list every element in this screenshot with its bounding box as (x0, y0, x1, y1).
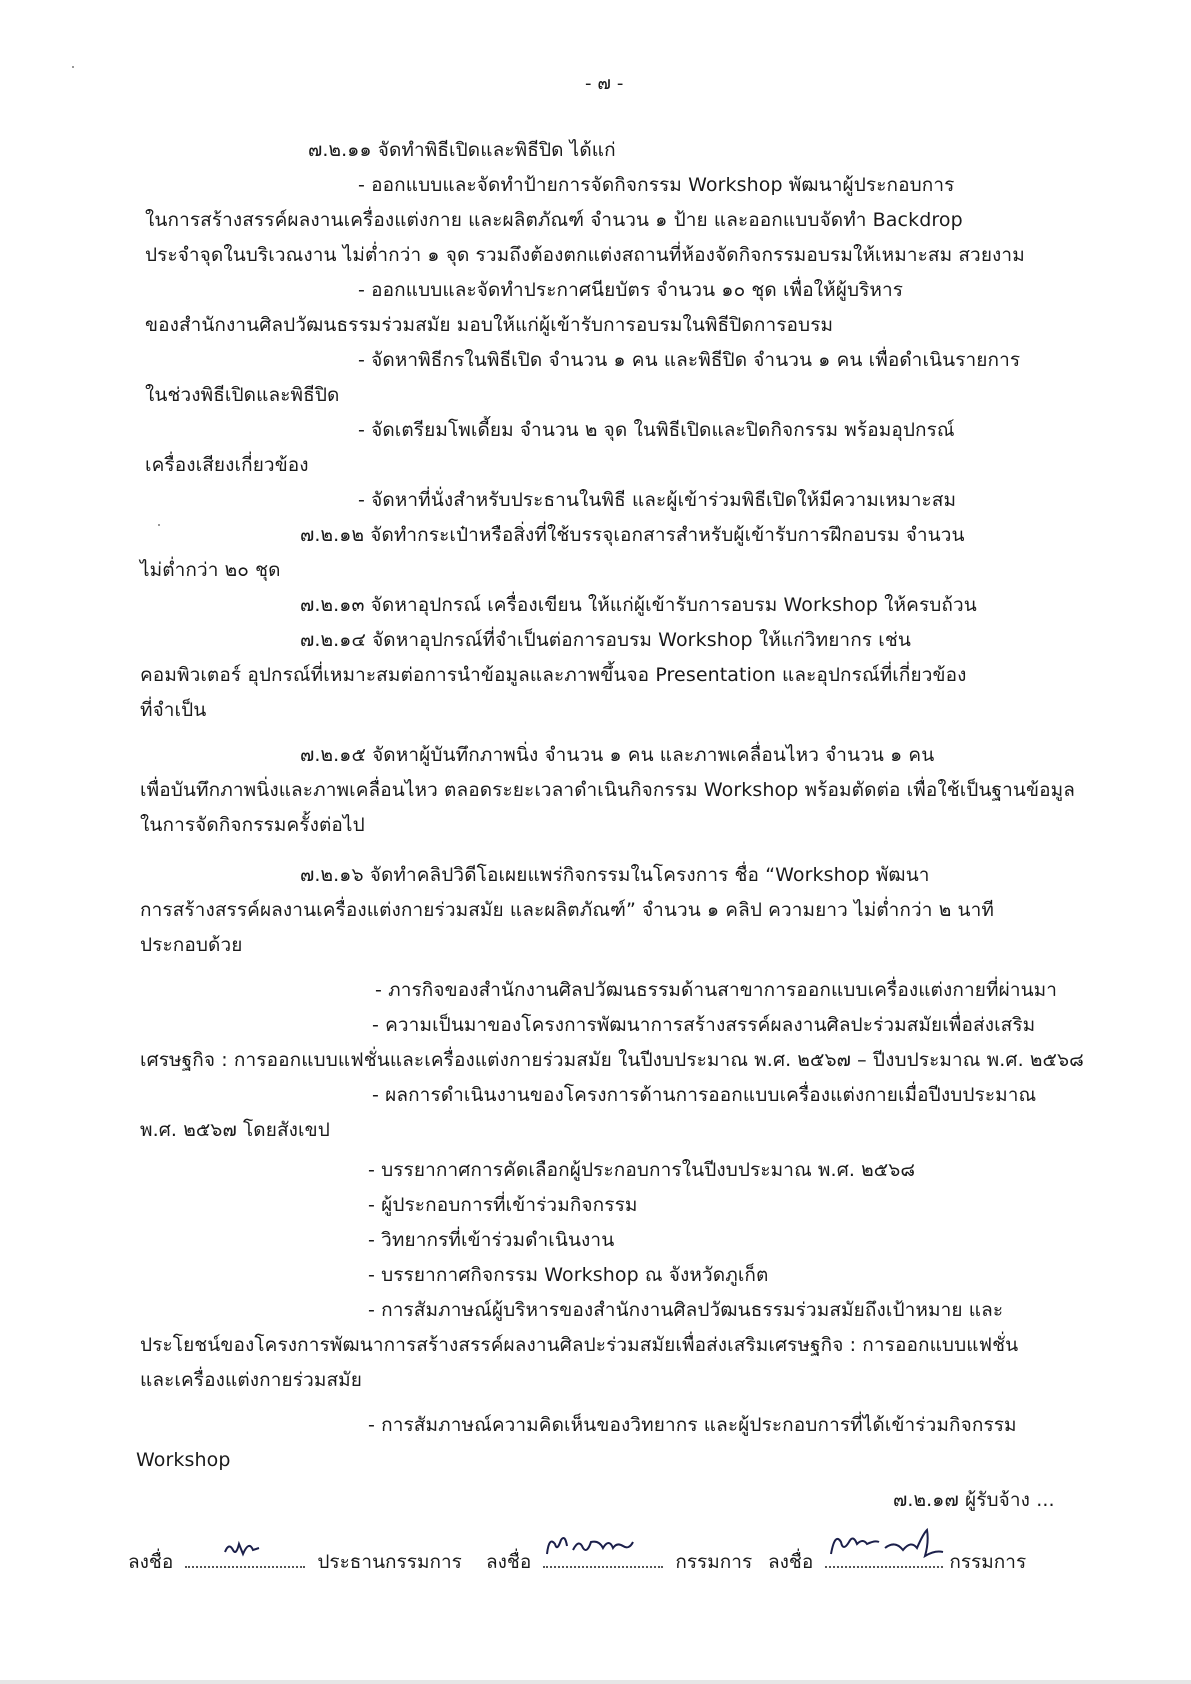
text-line: - ความเป็นมาของโครงการพัฒนาการสร้างสรรค์ผลงานศิลปะร่วมสมัยเพื่อส่งเสริม (372, 1014, 1036, 1036)
text-line: - การสัมภาษณ์ผู้บริหารของสำนักงานศิลปวัฒนธรรมร่วมสมัยถึงเป้าหมาย และ (368, 1299, 1004, 1321)
section-7-2-12: ๗.๒.๑๒ จัดทำกระเป๋าหรือสิ่งที่ใช้บรรจุเอกสารสำหรับผู้เข้ารับการฝึกอบรม จำนวน (300, 524, 965, 546)
section-7-2-15: ๗.๒.๑๕ จัดหาผู้บันทึกภาพนิ่ง จำนวน ๑ คน และภาพเคลื่อนไหว จำนวน ๑ คน (300, 744, 935, 766)
signature-line (825, 1548, 943, 1568)
signature-label: ลงชื่อ (128, 1551, 174, 1573)
signature-role: กรรมการ (949, 1551, 1027, 1573)
text-line: ในการสร้างสรรค์ผลงานเครื่องแต่งกาย และผลิตภัณฑ์ จำนวน ๑ ป้าย และออกแบบจัดทำ Backdrop (145, 209, 963, 231)
signature-block-member-1 (486, 1548, 752, 1576)
text-line: พ.ศ. ๒๕๖๗ โดยสังเขป (140, 1119, 330, 1141)
text-line: - ภารกิจของสำนักงานศิลปวัฒนธรรมด้านสาขาการออกแบบเครื่องแต่งกายที่ผ่านมา (375, 979, 1058, 1001)
text-line: - วิทยากรที่เข้าร่วมดำเนินงาน (368, 1229, 615, 1251)
signature-row (128, 1548, 1088, 1588)
text-line: ประจำจุดในบริเวณงาน ไม่ต่ำกว่า ๑ จุด รวมถึงต้องตกแต่งสถานที่ห้องจัดกิจกรรมอบรมให้เหมาะสม สวยงาม (145, 244, 1025, 266)
text-line: - การสัมภาษณ์ความคิดเห็นของวิทยากร และผู้ประกอบการที่ได้เข้าร่วมกิจกรรม (368, 1414, 1017, 1436)
text-line: Workshop (136, 1449, 231, 1471)
section-7-2-16: ๗.๒.๑๖ จัดทำคลิปวิดีโอเผยแพร่กิจกรรมในโครงการ ชื่อ “Workshop พัฒนา (300, 864, 930, 886)
text-line: ในการจัดกิจกรรมครั้งต่อไป (140, 814, 365, 836)
handwritten-signature (543, 1526, 663, 1562)
scan-speck (158, 524, 160, 526)
section-7-2-17-continuation: ๗.๒.๑๗ ผู้รับจ้าง ... (893, 1489, 1055, 1511)
text-line: - ผลการดำเนินงานของโครงการด้านการออกแบบเครื่องแต่งกายเมื่อปีงบประมาณ (372, 1084, 1037, 1106)
text-line: การสร้างสรรค์ผลงานเครื่องแต่งกายร่วมสมัย และผลิตภัณฑ์” จำนวน ๑ คลิป ความยาว ไม่ต่ำกว่า ๒ นาที (140, 899, 994, 921)
text-line: ที่จำเป็น (140, 699, 207, 721)
text-line: - จัดเตรียมโพเดี้ยม จำนวน ๒ จุด ในพิธีเปิดและปิดกิจกรรม พร้อมอุปกรณ์ (358, 419, 955, 441)
section-7-2-14: ๗.๒.๑๔ จัดหาอุปกรณ์ที่จำเป็นต่อการอบรม Workshop ให้แก่วิทยากร เช่น (300, 629, 911, 651)
scan-speck (72, 66, 74, 68)
scan-bottom-edge (0, 1680, 1191, 1684)
text-line: - ออกแบบและจัดทำประกาศนียบัตร จำนวน ๑๐ ชุด เพื่อให้ผู้บริหาร (358, 279, 904, 301)
text-line: ประโยชน์ของโครงการพัฒนาการสร้างสรรค์ผลงานศิลปะร่วมสมัยเพื่อส่งเสริมเศรษฐกิจ : การออกแบบแฟชั่น (140, 1334, 1019, 1356)
text-line: ประกอบด้วย (140, 934, 243, 956)
signature-block-chair (128, 1548, 462, 1576)
signature-block-member-2 (768, 1548, 1026, 1576)
text-line: ไม่ต่ำกว่า ๒๐ ชุด (140, 559, 281, 581)
signature-line (543, 1548, 663, 1568)
signature-role: ประธานกรรมการ (317, 1551, 462, 1573)
text-line: ในช่วงพิธีเปิดและพิธีปิด (145, 384, 340, 406)
signature-line (185, 1548, 305, 1568)
text-line: และเครื่องแต่งกายร่วมสมัย (140, 1369, 363, 1391)
text-line: - ผู้ประกอบการที่เข้าร่วมกิจกรรม (368, 1194, 638, 1216)
section-7-2-13: ๗.๒.๑๓ จัดหาอุปกรณ์ เครื่องเขียน ให้แก่ผู้เข้ารับการอบรม Workshop ให้ครบถ้วน (300, 594, 977, 616)
text-line: ของสำนักงานศิลปวัฒนธรรมร่วมสมัย มอบให้แก่ผู้เข้ารับการอบรมในพิธีปิดการอบรม (145, 314, 834, 336)
signature-label: ลงชื่อ (486, 1551, 532, 1573)
text-line: - บรรยากาศการคัดเลือกผู้ประกอบการในปีงบประมาณ พ.ศ. ๒๕๖๘ (368, 1159, 916, 1181)
text-line: - จัดหาพิธีกรในพิธีเปิด จำนวน ๑ คน และพิธีปิด จำนวน ๑ คน เพื่อดำเนินรายการ (358, 349, 1021, 371)
handwritten-signature (185, 1526, 305, 1562)
section-7-2-11: ๗.๒.๑๑ จัดทำพิธีเปิดและพิธีปิด ได้แก่ (308, 139, 616, 161)
signature-label: ลงชื่อ (768, 1551, 814, 1573)
text-line: เพื่อบันทึกภาพนิ่งและภาพเคลื่อนไหว ตลอดระยะเวลาดำเนินกิจกรรม Workshop พร้อมตัดต่อ เพื่อใช้เป็นฐานข้อมูล (140, 779, 1075, 801)
text-line: - ออกแบบและจัดทำป้ายการจัดกิจกรรม Workshop พัฒนาผู้ประกอบการ (358, 174, 955, 196)
text-line: คอมพิวเตอร์ อุปกรณ์ที่เหมาะสมต่อการนำข้อมูลและภาพขึ้นจอ Presentation และอุปกรณ์ที่เกี่ยวข้อง (140, 664, 967, 686)
text-line: - บรรยากาศกิจกรรม Workshop ณ จังหวัดภูเก็ต (368, 1264, 769, 1286)
handwritten-signature (825, 1526, 965, 1562)
text-line: เครื่องเสียงเกี่ยวข้อง (145, 454, 309, 476)
page-number: - ๗ - (585, 73, 624, 94)
text-line: เศรษฐกิจ : การออกแบบแฟชั่นและเครื่องแต่งกายร่วมสมัย ในปีงบประมาณ พ.ศ. ๒๕๖๗ – ปีงบประมาณ พ.ศ. ๒๕๖๘ (140, 1049, 1084, 1071)
signature-role: กรรมการ (675, 1551, 753, 1573)
text-line: - จัดหาที่นั่งสำหรับประธานในพิธี และผู้เข้าร่วมพิธีเปิดให้มีความเหมาะสม (358, 489, 957, 511)
